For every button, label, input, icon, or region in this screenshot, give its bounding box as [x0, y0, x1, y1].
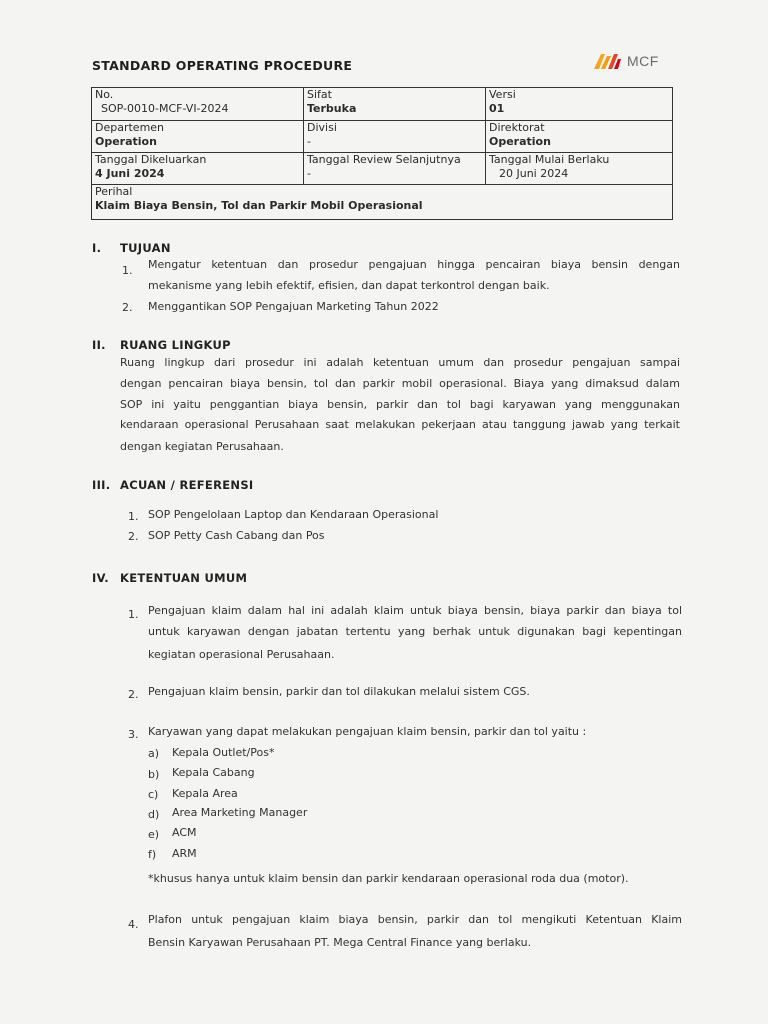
section-title: KETENTUAN UMUM [120, 571, 248, 585]
list-number: 1. [128, 510, 139, 523]
paragraph-line: Bensin Karyawan Perusahaan PT. Mega Central Finance yang berlaku. [148, 936, 532, 949]
sub-list-item: Kepala Area [172, 787, 238, 800]
paragraph-line: untuk karyawan dengan jabatan tertentu yang berhak untuk digunakan bagi kepentingan [148, 625, 682, 638]
section-heading-ruang-lingkup [92, 338, 231, 352]
sub-list-item: ACM [172, 826, 197, 839]
label-departemen: Departemen [95, 121, 165, 134]
paragraph-line: Menggantikan SOP Pengajuan Marketing Tahun 2022 [148, 300, 439, 313]
sub-list-item: Kepala Cabang [172, 766, 255, 779]
paragraph-line: mekanisme yang lebih efektif, efisien, dan dapat terkontrol dengan baik. [148, 279, 550, 292]
list-number: 3. [128, 728, 139, 741]
cell-departemen [92, 121, 304, 153]
section-heading-ketentuan-umum [92, 571, 247, 585]
list-number: 2. [122, 301, 133, 314]
value-direktorat: Operation [489, 135, 551, 148]
value-tanggal-mulai: 20 Juni 2024 [499, 167, 569, 180]
sub-list-letter: e) [148, 828, 160, 841]
cell-tanggal-mulai [486, 153, 673, 185]
sub-list-item: Area Marketing Manager [172, 806, 308, 819]
value-tanggal-review: - [307, 167, 311, 180]
list-number: 2. [128, 530, 139, 543]
cell-tanggal-dikeluarkan [92, 153, 304, 185]
logo-text: MCF [627, 53, 659, 69]
label-tanggal-review: Tanggal Review Selanjutnya [307, 153, 461, 166]
list-number: 1. [128, 608, 139, 621]
paragraph-line: SOP ini yaitu penggantian biaya bensin, parkir dan tol bagi karyawan yang menggunakan [120, 398, 680, 411]
value-perihal: Klaim Biaya Bensin, Tol dan Parkir Mobil Operasional [95, 199, 423, 212]
sop-meta-table [91, 87, 673, 220]
label-versi: Versi [489, 88, 516, 101]
paragraph-line: Karyawan yang dapat melakukan pengajuan klaim bensin, parkir dan tol yaitu : [148, 725, 587, 738]
cell-direktorat [486, 121, 673, 153]
paragraph-line: kegiatan operasional Perusahaan. [148, 648, 335, 661]
cell-versi [486, 88, 673, 121]
sub-list-letter: b) [148, 768, 160, 781]
section-number: III. [92, 478, 111, 492]
paragraph-line: Plafon untuk pengajuan klaim biaya bensin, parkir dan tol mengikuti Ketentuan Klaim [148, 913, 682, 926]
list-number: 1. [122, 264, 133, 277]
sub-list-letter: a) [148, 747, 160, 760]
section-number: IV. [92, 571, 109, 585]
label-direktorat: Direktorat [489, 121, 545, 134]
reference-item: SOP Petty Cash Cabang dan Pos [148, 529, 325, 542]
section-heading-acuan [92, 478, 253, 492]
sub-list-item: Kepala Outlet/Pos* [172, 746, 275, 759]
sub-list-letter: f) [148, 848, 157, 861]
paragraph-line: kendaraan operasional Perusahaan saat melakukan pekerjaan atau tanggung jawab yang terkait [120, 418, 680, 431]
section-number: II. [92, 338, 106, 352]
paragraph-line: Pengajuan klaim dalam hal ini adalah klaim untuk biaya bensin, biaya parkir dan biaya tol [148, 604, 682, 617]
reference-item: SOP Pengelolaan Laptop dan Kendaraan Operasional [148, 508, 439, 521]
label-perihal: Perihal [95, 185, 133, 198]
value-sifat: Terbuka [307, 102, 357, 115]
section-heading-tujuan [92, 241, 171, 255]
label-sifat: Sifat [307, 88, 332, 101]
value-no: SOP-0010-MCF-VI-2024 [101, 102, 229, 115]
section-title: TUJUAN [120, 241, 171, 255]
mcf-logo-icon [594, 52, 624, 70]
section-title: RUANG LINGKUP [120, 338, 231, 352]
cell-perihal [92, 185, 673, 220]
section-number: I. [92, 241, 102, 255]
sub-list-item: ARM [172, 847, 197, 860]
paragraph-line: dengan pencairan biaya bensin, tol dan parkir mobil operasional. Biaya yang dimaksud dalam [120, 377, 680, 390]
label-no: No. [95, 88, 114, 101]
label-divisi: Divisi [307, 121, 337, 134]
value-divisi: - [307, 135, 311, 148]
sub-list-letter: d) [148, 808, 160, 821]
list-number: 4. [128, 918, 139, 931]
paragraph-line: Pengajuan klaim bensin, parkir dan tol dilakukan melalui sistem CGS. [148, 685, 530, 698]
paragraph-line: Mengatur ketentuan dan prosedur pengajuan hingga pencairan biaya bensin dengan [148, 258, 680, 271]
section-title: ACUAN / REFERENSI [120, 478, 254, 492]
paragraph-line: Ruang lingkup dari prosedur ini adalah ketentuan umum dan prosedur pengajuan sampai [120, 356, 680, 369]
cell-sifat [304, 88, 486, 121]
label-tanggal-mulai: Tanggal Mulai Berlaku [489, 153, 610, 166]
value-versi: 01 [489, 102, 505, 115]
cell-divisi [304, 121, 486, 153]
value-departemen: Operation [95, 135, 157, 148]
mcf-logo [594, 52, 659, 70]
cell-no [92, 88, 304, 121]
document-title: STANDARD OPERATING PROCEDURE [92, 58, 353, 73]
value-tanggal-dikeluarkan: 4 Juni 2024 [95, 167, 165, 180]
sub-list-letter: c) [148, 788, 159, 801]
cell-tanggal-review [304, 153, 486, 185]
label-tanggal-dikeluarkan: Tanggal Dikeluarkan [95, 153, 207, 166]
paragraph-line: dengan kegiatan Perusahaan. [120, 440, 284, 453]
footnote: *khusus hanya untuk klaim bensin dan parkir kendaraan operasional roda dua (motor). [148, 872, 629, 885]
list-number: 2. [128, 688, 139, 701]
